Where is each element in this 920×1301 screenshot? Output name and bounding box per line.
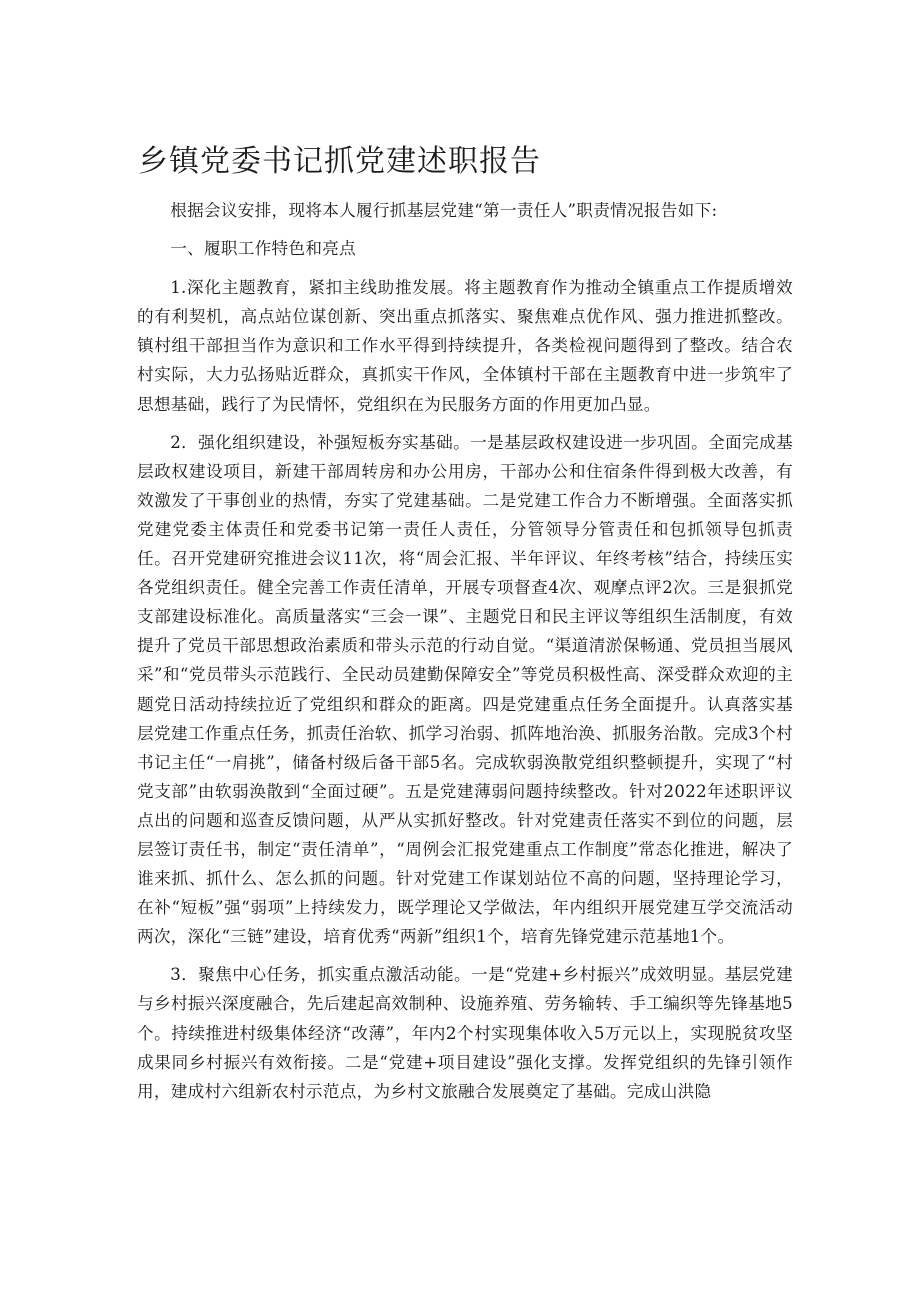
section-heading: 一、履职工作特色和亮点 — [170, 239, 357, 259]
document-title: 乡镇党委书记抓党建述职报告 — [138, 144, 541, 179]
intro-paragraph: 根据会议安排，现将本人履行抓基层党建“第一责任人”职责情况报告如下: — [170, 201, 718, 220]
body-paragraph-1: 1.深化主题教育，紧扣主线助推发展。将主题教育作为推动全镇重点工作提质增效的有利契机，高点站位谋创新、突出重点抓落实、聚焦难点优作风、强力推进抓整改。镇村组干部担当作为意识和工作水平得到持续提升，各类检视问题得到了整改。结合农村实际，大力弘扬贴近群众，真抓实干作风，全体镇村干部在主题教育中进一步筑牢了思想基础，践行了为民情怀，党组织在为民服务方面的作用更加凸显。 — [137, 278, 793, 414]
body-paragraph-3: 3．聚焦中心任务，抓实重点激活动能。一是“党建+乡村振兴”成效明显。基层党建与乡村振兴深度融合，先后建起高效制种、设施养殖、劳务输转、手工编织等先锋基地5个。持续推进村级集体经济“改薄”，年内2个村实现集体收入5万元以上，实现脱贫攻坚成果同乡村振兴有效衔接。二是“党建+项目建设”强化支撑。发挥党组织的先锋引领作用，建成村六组新农村示范点，为乡村文旅融合发展奠定了基础。完成山洪隐 — [137, 965, 793, 1101]
body-paragraph-2: 2．强化组织建设，补强短板夯实基础。一是基层政权建设进一步巩固。全面完成基层政权建设项目，新建干部周转房和办公用房，干部办公和住宿条件得到极大改善，有效激发了干事创业的热情，夯实了党建基础。二是党建工作合力不断增强。全面落实抓党建党委主体责任和党委书记第一责任人责任，分管领导分管责任和包抓领导包抓责任。召开党建研究推进会议11次，将“周会汇报、半年评议、年终考核”结合，持续压实各党组织责任。健全完善工作责任清单，开展专项督查4次、观摩点评2次。三是狠抓党支部建设标准化。高质量落实“三会一课”、主题党日和民主评议等组织生活制度，有效提升了党员干部思想政治素质和带头示范的行动自觉。“渠道清淤保畅通、党员担当展风采”和“党员带头示范践行、全民动员建勤保障安全”等党员积极性高、深受群众欢迎的主题党日活动持续拉近了党组织和群众的距离。四是党建重点任务全面提升。认真落实基层党建工作重点任务，抓责任治软、抓学习治弱、抓阵地治涣、抓服务治散。完成3个村书记主任“一肩挑”，储备村级后备干部5名。完成软弱涣散党组织整顿提升，实现了“村党支部”由软弱涣散到“全面过硬”。五是党建薄弱问题持续整改。针对2022年述职评议点出的问题和巡查反馈问题，从严从实抓好整改。针对党建责任落实不到位的问题，层层签订责任书，制定“责任清单”，“周例会汇报党建重点工作制度”常态化推进，解决了谁来抓、抓什么、怎么抓的问题。针对党建工作谋划站位不高的问题，坚持理论学习，在补“短板”强“弱项”上持续发力，既学理论又学做法，年内组织开展党建互学交流活动两次，深化“三链”建设，培育优秀“两新”组织1个，培育先锋党建示范基地1个。 — [137, 432, 793, 947]
document-body — [137, 196, 793, 1115]
